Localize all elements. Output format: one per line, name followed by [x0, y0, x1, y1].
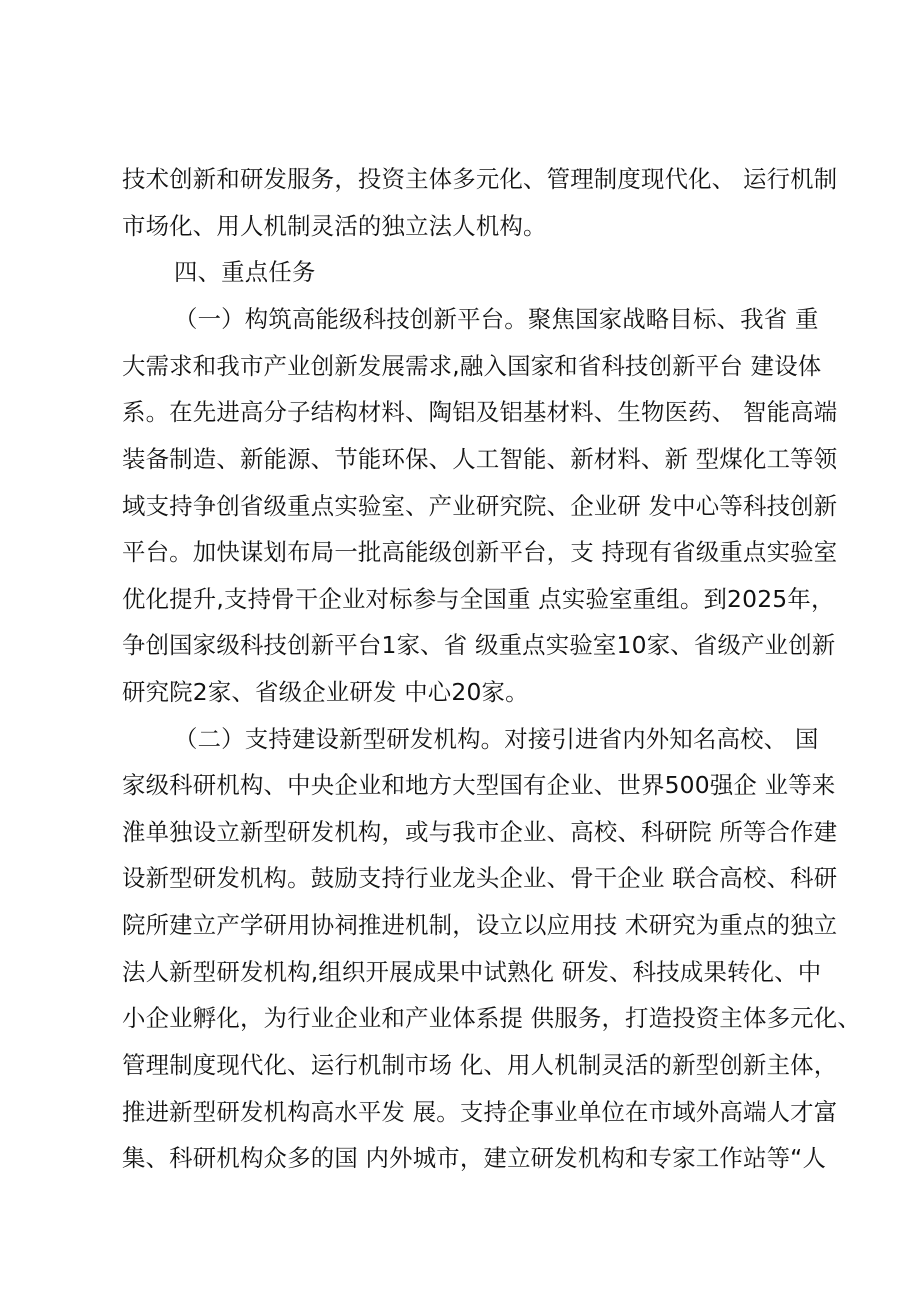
paragraph-line: （一）构筑高能级科技创新平台。聚焦国家战略目标、我省 重 — [174, 305, 819, 333]
paragraph-line: 平台。加快谋划布局一批高能级创新平台，支 持现有省级重点实验室 — [122, 538, 838, 566]
paragraph-line: 市场化、用人机制灵活的独立法人机构。 — [122, 212, 547, 240]
paragraph-line: 推进新型研发机构高水平发 展。支持企事业单位在市域外高端人才富 — [122, 1098, 838, 1126]
paragraph-line: 院所建立产学研用协祠推进机制，设立以应用技 术研究为重点的独立 — [122, 911, 838, 939]
paragraph-line: 大需求和我市产业创新发展需求,融入国家和省科技创新平台 建设体 — [122, 352, 822, 380]
paragraph-line: 研究院2家、省级企业研发 中心20家。 — [122, 678, 529, 706]
paragraph-line: 域支持争创省级重点实验室、产业研究院、企业研 发中心等科技创新 — [122, 492, 838, 520]
section-heading: 四、重点任务 — [174, 258, 316, 286]
paragraph-line: 家级科研机构、中央企业和地方大型国有企业、世界500强企 业等来 — [122, 771, 836, 799]
paragraph-line: 小企业孵化，为行业企业和产业体系提 供服务，打造投资主体多元化、 — [122, 1004, 861, 1032]
paragraph-line: 淮单独设立新型研发机构，或与我市企业、高校、科研院 所等合作建 — [122, 818, 838, 846]
paragraph-line: 争创国家级科技创新平台1家、省 级重点实验室10家、省级产业创新 — [122, 631, 836, 659]
paragraph-line: 技术创新和研发服务，投资主体多元化、管理制度现代化、 运行机制 — [122, 165, 838, 193]
paragraph-line: 设新型研发机构。鼓励支持行业龙头企业、骨干企业 联合高校、科研 — [122, 864, 838, 892]
paragraph-line: 系。在先进高分子结构材料、陶铝及铝基材料、生物医药、 智能高端 — [122, 398, 838, 426]
paragraph-line: 法人新型研发机构,组织开展成果中试熟化 研发、科技成果转化、中 — [122, 958, 822, 986]
paragraph-line: 优化提升,支持骨干企业对标参与全国重 点实验室重组。到2025年， — [122, 585, 835, 613]
paragraph-line: （二）支持建设新型研发机构。对接引进省内外知名高校、 国 — [174, 725, 819, 753]
paragraph-line: 装备制造、新能源、节能环保、人工智能、新材料、新 型煤化工等领 — [122, 445, 838, 473]
paragraph-line: 管理制度现代化、运行机制市场 化、用人机制灵活的新型创新主体， — [122, 1051, 838, 1079]
paragraph-line: 集、科研机构众多的国 内外城市，建立研发机构和专家工作站等“人 — [122, 1144, 827, 1172]
